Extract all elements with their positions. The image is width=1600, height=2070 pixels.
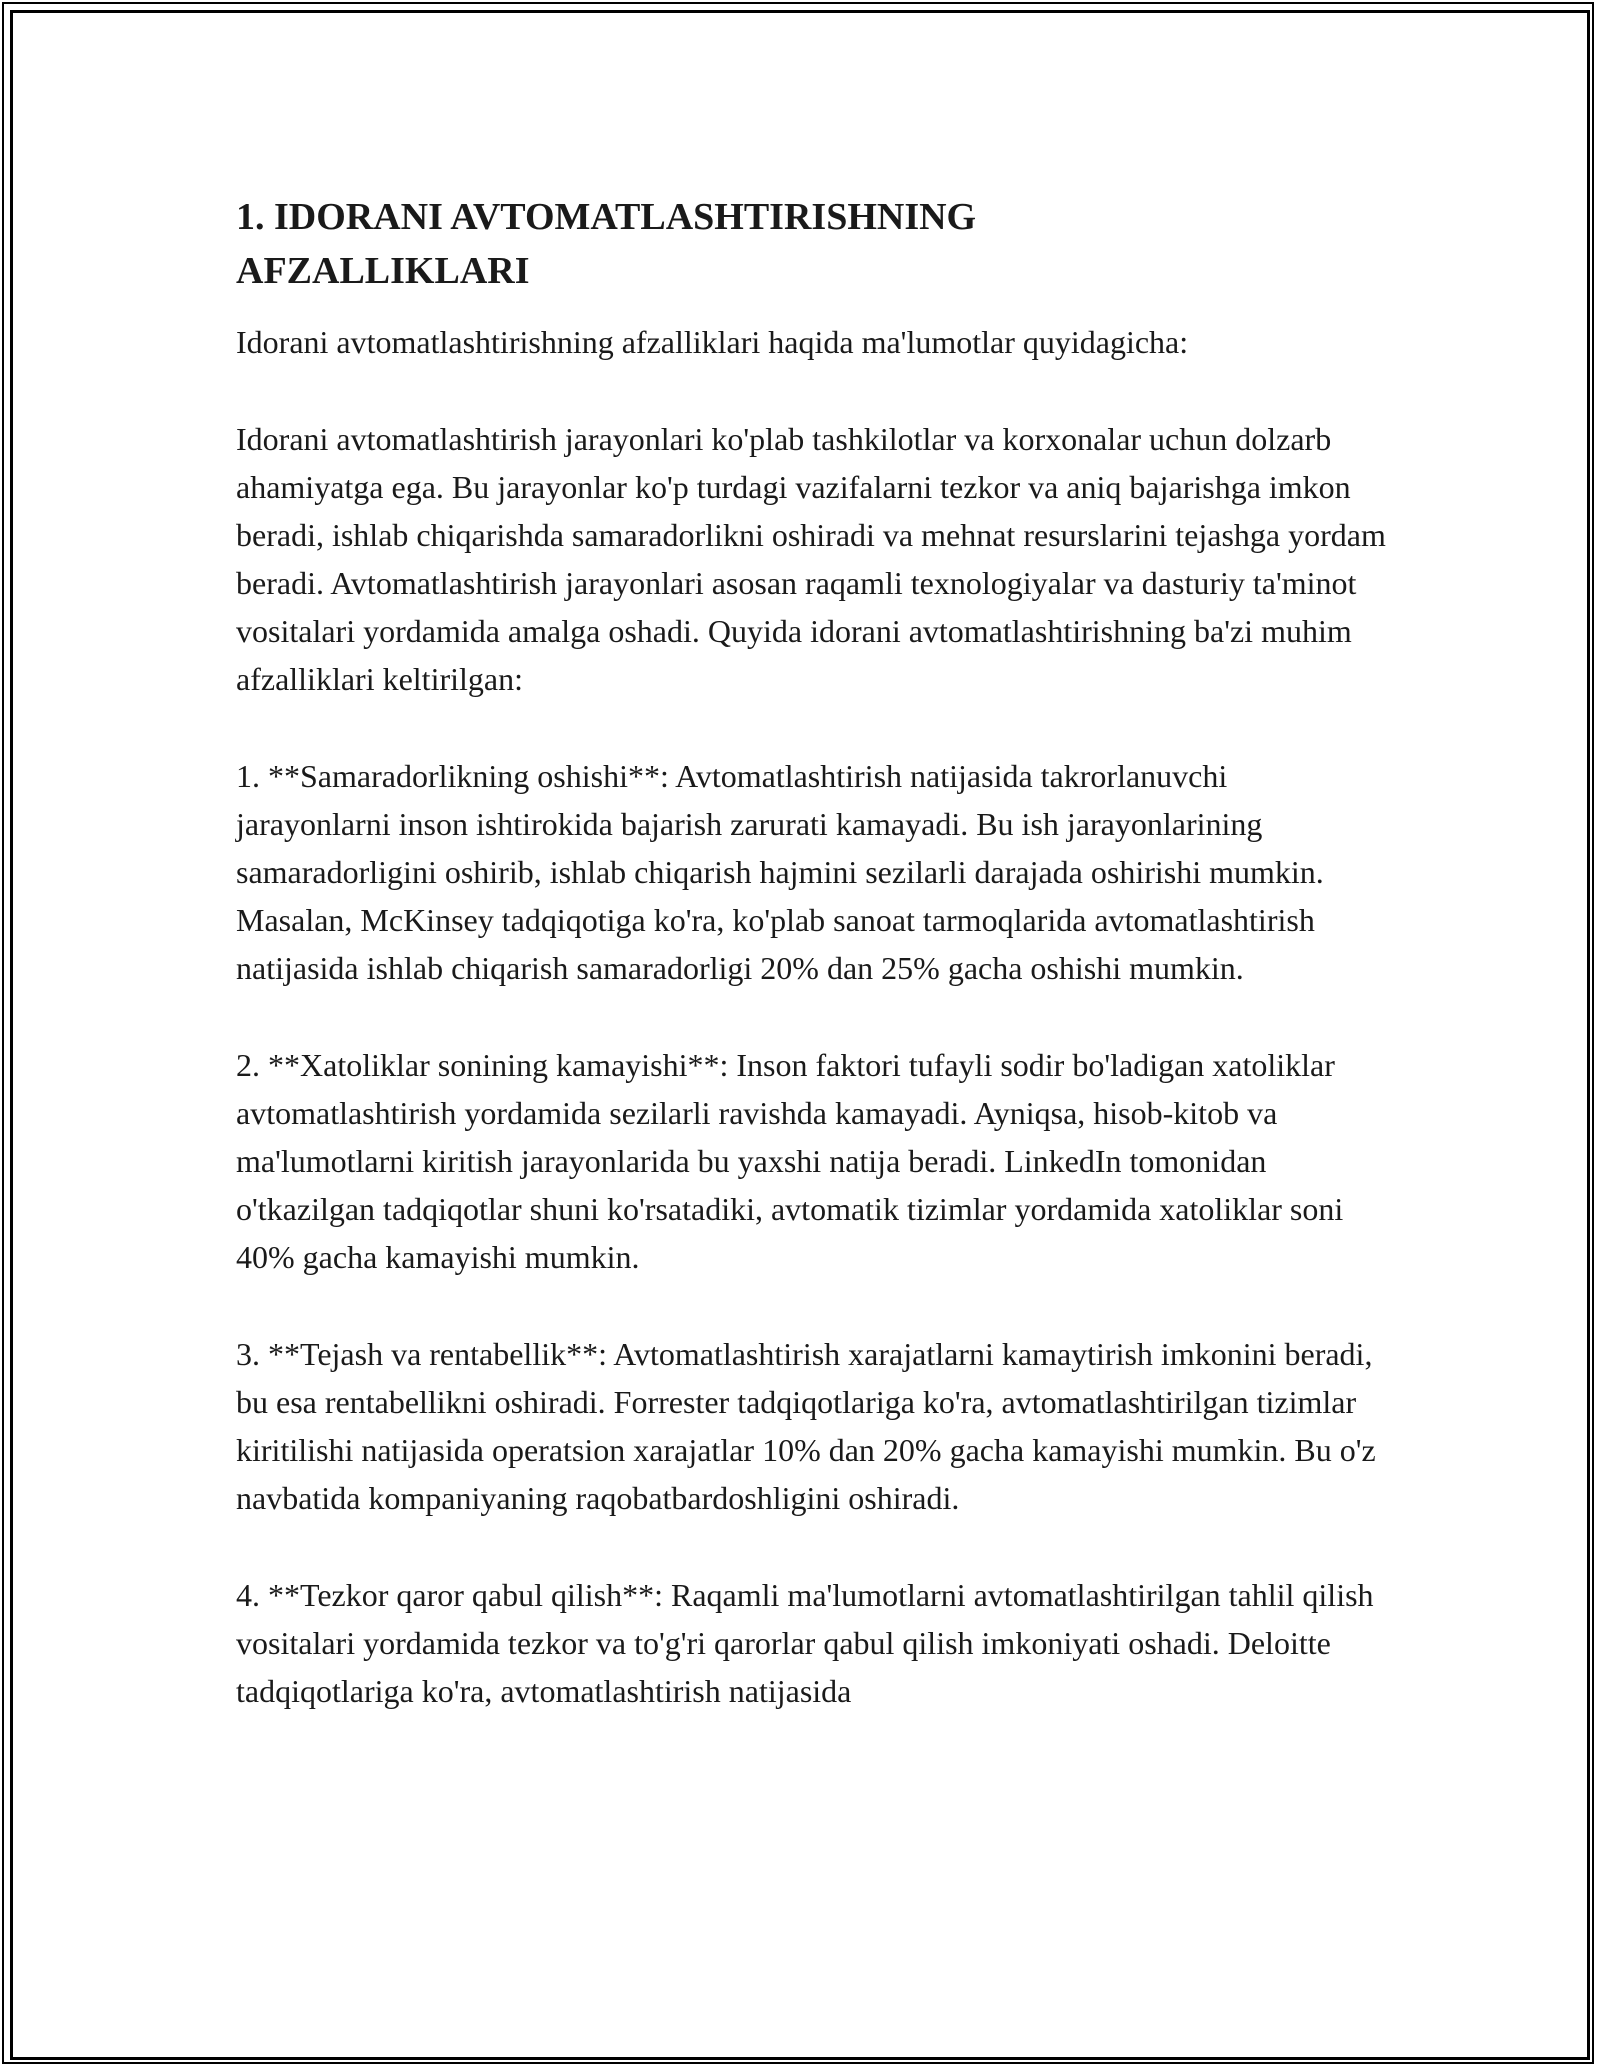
list-item-efficiency: 1. **Samaradorlikning oshishi**: Avtomatlashtirish natijasida takrorlanuvchi jarayonlarni inson ishtirokida bajarish zarurati kamayadi. Bu ish jarayonlarining samaradorligini oshirib, ishlab chiqarish hajmini sezilarli darajada oshirishi mumkin. Masalan, McKinsey tadqiqotiga ko'ra, ko'plab sanoat tarmoqlarida avtomatlashtirish natijasida ishlab chiqarish samaradorligi 20% dan 25% gacha oshishi mumkin. bbox=[236, 758, 1324, 986]
document-body bbox=[236, 190, 1386, 1764]
list-item-errors: 2. **Xatoliklar sonining kamayishi**: Inson faktori tufayli sodir bo'ladigan xatoliklar avtomatlashtirish yordamida sezilarli ravishda kamayadi. Ayniqsa, hisob-kitob va ma'lumotlarni kiritish jarayonlarida bu yaxshi natija beradi. LinkedIn tomonidan o'tkazilgan tadqiqotlar shuni ko'rsatadiki, avtomatik tizimlar yordamida xatoliklar soni 40% gacha kamayishi mumkin. bbox=[236, 1047, 1344, 1275]
intro-sentence: Idorani avtomatlashtirishning afzalliklari haqida ma'lumotlar quyidagicha: bbox=[236, 324, 1189, 360]
intro-paragraph: Idorani avtomatlashtirish jarayonlari ko'plab tashkilotlar va korxonalar uchun dolzarb ahamiyatga ega. Bu jarayonlar ko'p turdagi vazifalarni tezkor va aniq bajarishga imkon beradi, ishlab chiqarishda samaradorlikni oshiradi va mehnat resurslarini tejashga yordam beradi. Avtomatlashtirish jarayonlari asosan raqamli texnologiyalar va dasturiy ta'minot vositalari yordamida amalga oshadi. Quyida idorani avtomatlashtirishning ba'zi muhim afzalliklari keltirilgan: bbox=[236, 421, 1386, 697]
page-title-line-2: AFZALLIKLARI bbox=[236, 250, 530, 292]
list-item-savings: 3. **Tejash va rentabellik**: Avtomatlashtirish xarajatlarni kamaytirish imkonini beradi, bu esa rentabellikni oshiradi. Forrester tadqiqotlariga ko'ra, avtomatlashtirilgan tizimlar kiritilishi natijasida operatsion xarajatlar 10% dan 20% gacha kamayishi mumkin. Bu o'z navbatida kompaniyaning raqobatbardoshligini oshiradi. bbox=[236, 1336, 1376, 1516]
page-title bbox=[236, 190, 1386, 298]
list-item-decisions: 4. **Tezkor qaror qabul qilish**: Raqamli ma'lumotlarni avtomatlashtirilgan tahlil qilish vositalari yordamida tezkor va to'g'ri qarorlar qabul qilish imkoniyati oshadi. Deloitte tadqiqotlariga ko'ra, avtomatlashtirish natijasida bbox=[236, 1577, 1374, 1709]
page-title-line-1: 1. IDORANI AVTOMATLASHTIRISHNING bbox=[236, 196, 977, 238]
